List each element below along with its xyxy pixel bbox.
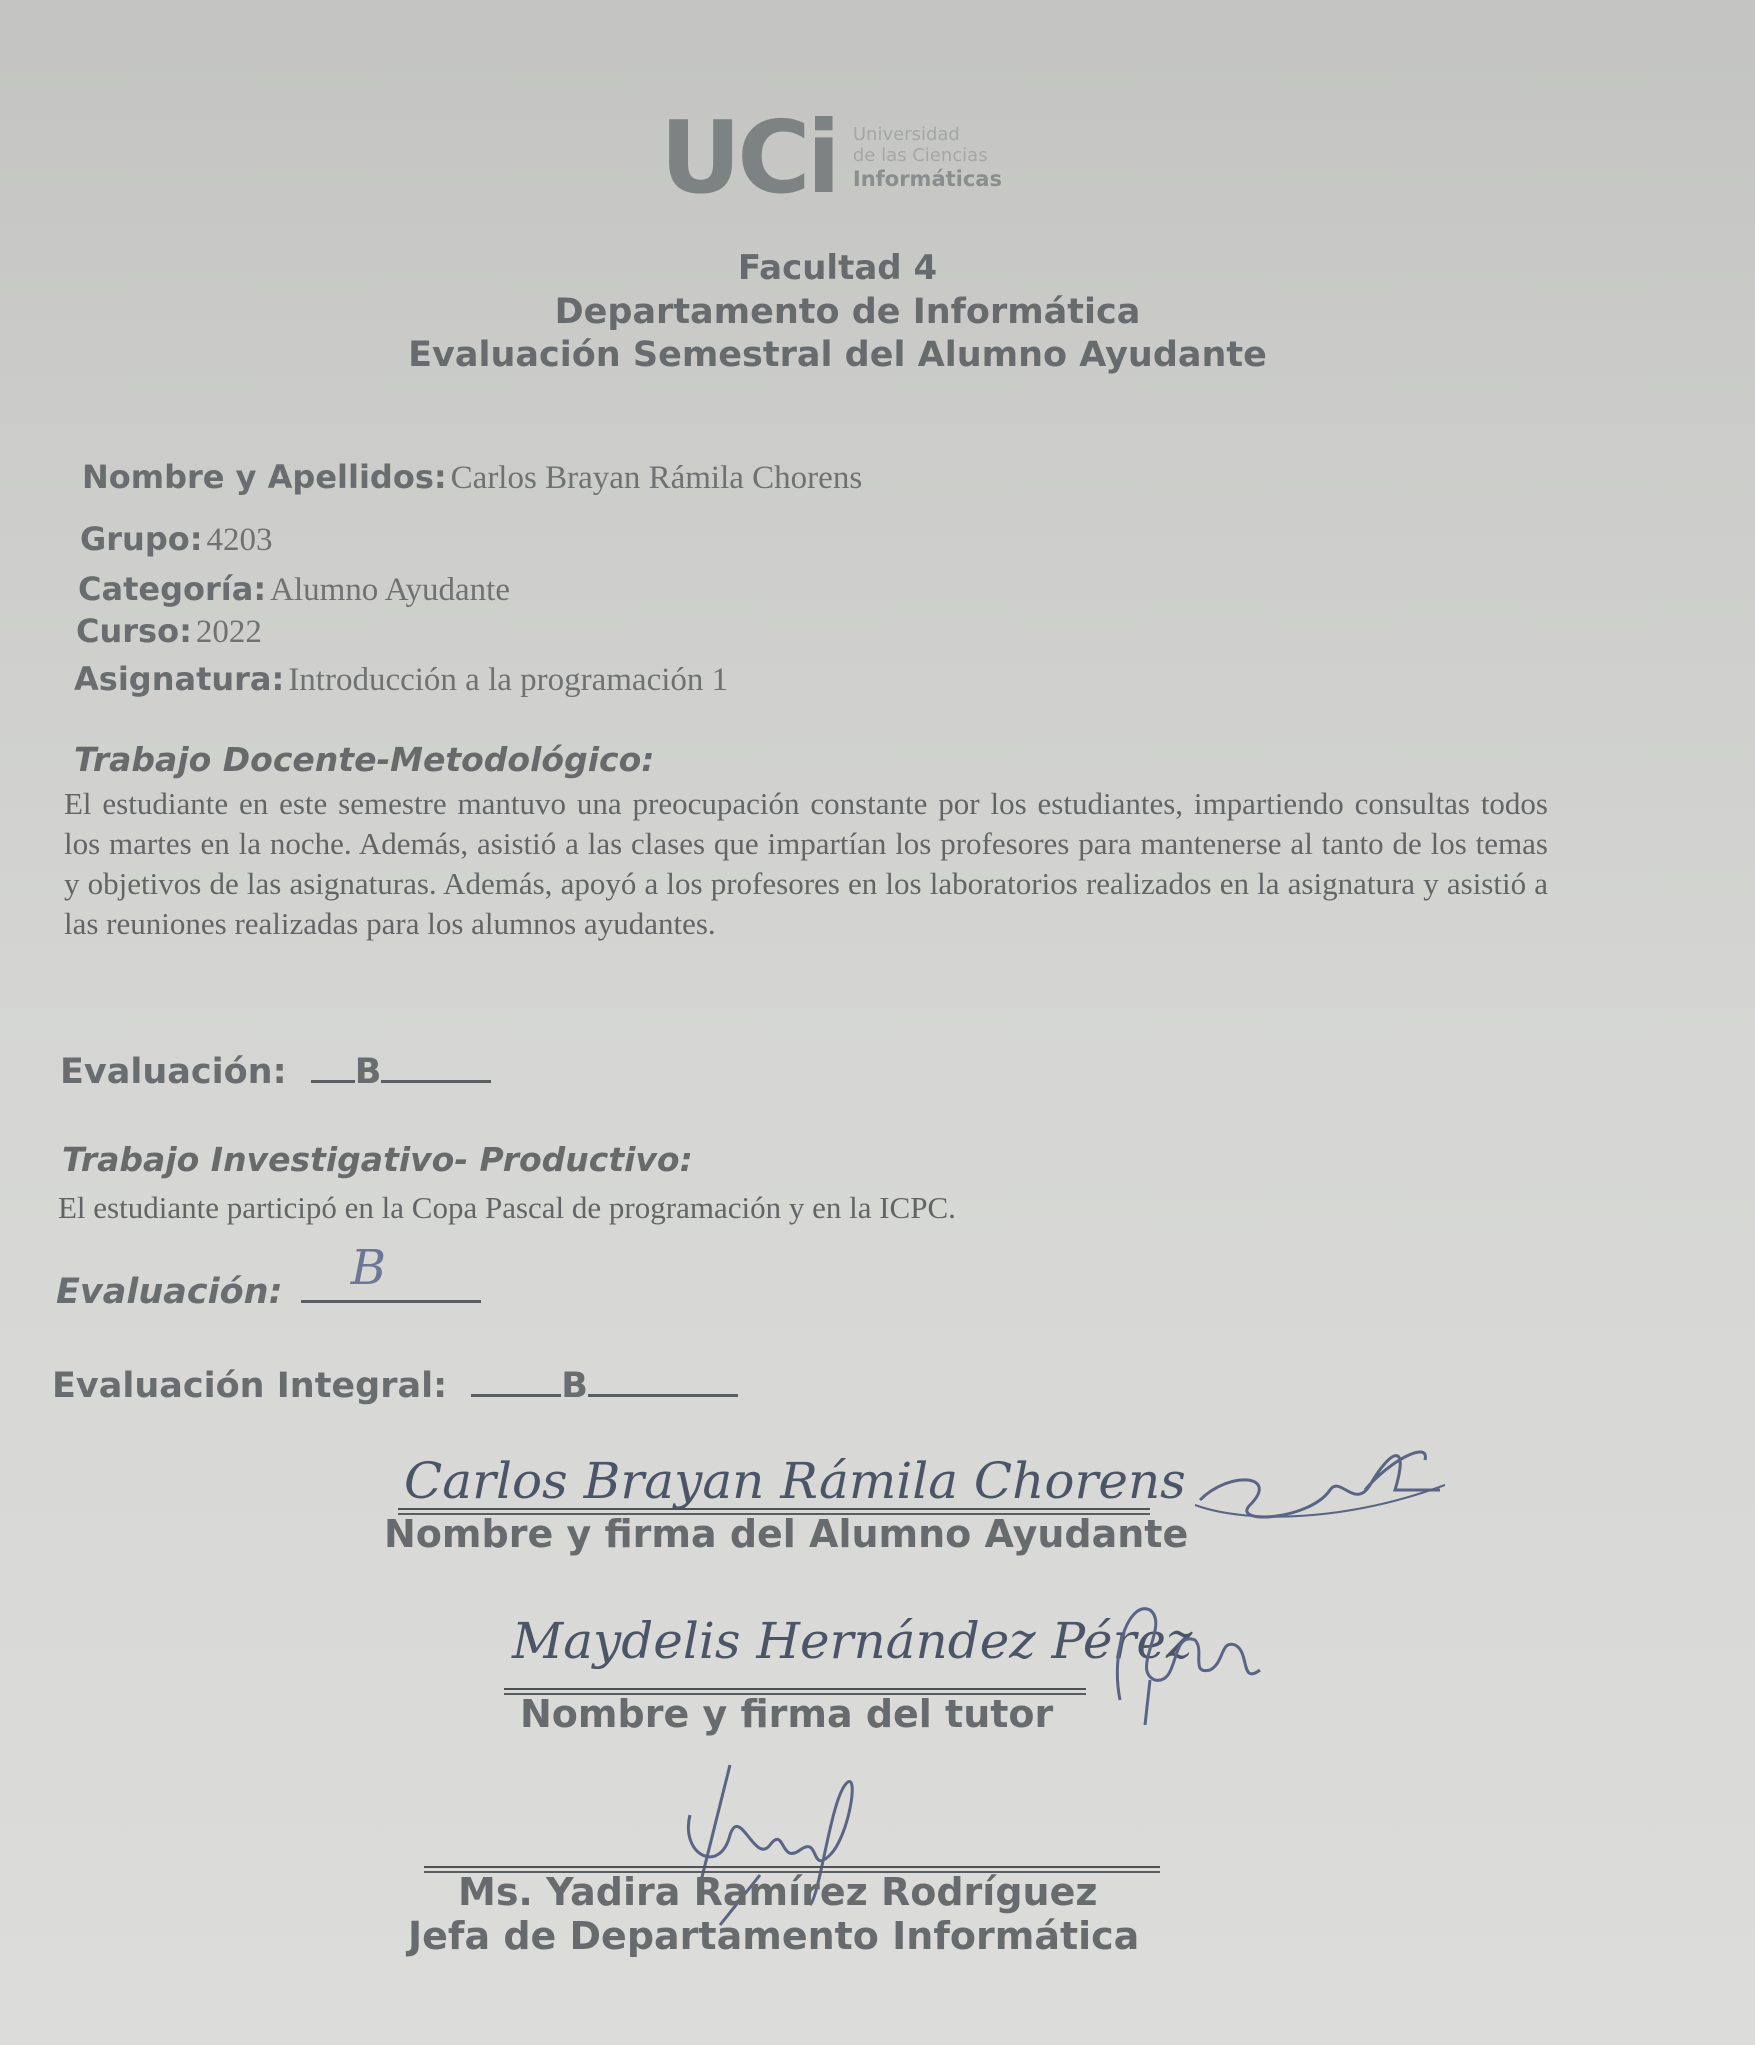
blank-line bbox=[301, 1296, 481, 1303]
category-label: Categoría: bbox=[78, 570, 267, 608]
blank-line bbox=[588, 1390, 738, 1397]
logo-line-3: Informáticas bbox=[852, 166, 1002, 191]
student-handwritten-name: Carlos Brayan Rámila Chorens bbox=[404, 1452, 1186, 1510]
course-value: 2022 bbox=[195, 614, 262, 650]
tutor-handwritten-name: Maydelis Hernández Pérez bbox=[512, 1612, 1193, 1670]
name-label: Nombre y Apellidos: bbox=[82, 458, 447, 496]
group-field bbox=[80, 520, 273, 559]
research-description: El estudiante participó en la Copa Pascal de programación y en la ICPC. bbox=[58, 1190, 956, 1225]
logo-line-2: de las Ciencias bbox=[852, 144, 988, 166]
subject-label: Asignatura: bbox=[74, 660, 285, 698]
teaching-eval-grade: B bbox=[354, 1052, 382, 1092]
uci-logo bbox=[660, 99, 1002, 216]
research-eval-label: Evaluación: bbox=[56, 1272, 283, 1312]
category-value: Alumno Ayudante bbox=[270, 572, 510, 608]
department-heading: Departamento de Informática bbox=[554, 292, 1141, 332]
tutor-signature-caption: Nombre y firma del tutor bbox=[520, 1692, 1054, 1736]
document-title: Evaluación Semestral del Alumno Ayudante bbox=[408, 335, 1267, 375]
research-eval-grade-handwritten: B bbox=[350, 1240, 387, 1296]
blank-line bbox=[471, 1390, 561, 1397]
integral-eval-grade: B bbox=[561, 1366, 588, 1406]
research-evaluation bbox=[56, 1240, 481, 1312]
research-eval-blank bbox=[301, 1240, 481, 1312]
subject-field bbox=[74, 660, 728, 699]
course-field bbox=[76, 612, 262, 651]
group-label: Grupo: bbox=[80, 520, 203, 558]
logo-text bbox=[853, 125, 1002, 191]
faculty-heading: Facultad 4 bbox=[737, 248, 938, 288]
integral-eval-label: Evaluación Integral: bbox=[52, 1366, 448, 1406]
teaching-evaluation bbox=[60, 1052, 491, 1092]
group-value: 4203 bbox=[206, 522, 273, 558]
research-section-title: Trabajo Investigativo- Productivo: bbox=[62, 1140, 693, 1179]
tutor-signature-icon bbox=[1100, 1590, 1270, 1730]
subject-value: Introducción a la programación 1 bbox=[288, 662, 729, 698]
teaching-section-title: Trabajo Docente-Metodológico: bbox=[74, 740, 655, 779]
category-field bbox=[78, 570, 510, 609]
blank-line bbox=[311, 1076, 355, 1083]
student-signature-icon bbox=[1190, 1430, 1450, 1530]
head-name: Ms. Yadira Ramírez Rodríguez bbox=[458, 1870, 1098, 1914]
blank-line bbox=[381, 1076, 491, 1083]
integral-evaluation bbox=[52, 1366, 738, 1406]
logo-line-1: Universidad bbox=[852, 124, 960, 146]
logo-mark: UCi bbox=[660, 99, 837, 216]
course-label: Curso: bbox=[76, 612, 192, 650]
teaching-description: El estudiante en este semestre mantuvo una preocupación constante por los estudiantes, impartiendo consultas todos los martes en la noche. Además, asistió a las clases que impartían los profesores para mantenerse al tanto de los temas y objetivos de las asignaturas. Además, apoyó a los profesores en los laboratorios realizados en la asignatura y asistió a las reuniones realizadas para los alumnos ayudantes. bbox=[64, 786, 1548, 941]
head-title: Jefa de Departamento Informática bbox=[408, 1914, 1140, 1958]
student-signature-caption: Nombre y firma del Alumno Ayudante bbox=[384, 1512, 1189, 1556]
teaching-eval-label: Evaluación: bbox=[60, 1052, 287, 1092]
name-value: Carlos Brayan Rámila Chorens bbox=[450, 460, 863, 496]
name-field bbox=[82, 458, 862, 497]
